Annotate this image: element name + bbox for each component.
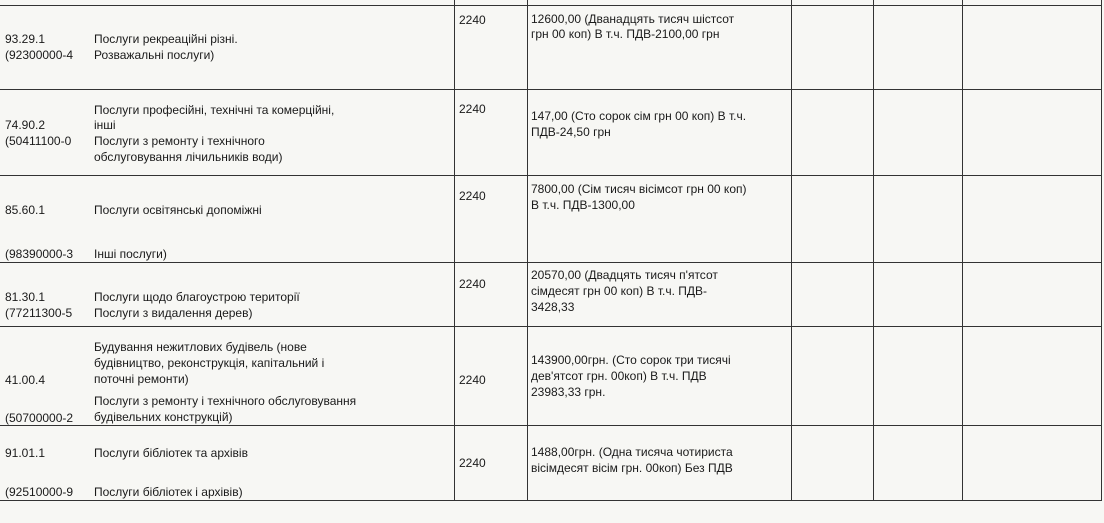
row-4-code: 81.30.1 [5,290,46,304]
row-divider [0,500,1102,501]
row-1-desc: Послуги рекреаційні різні. [94,32,238,46]
row-5-sum: 23983,33 грн. [531,385,606,399]
row-divider [0,425,1102,426]
row-4-cpv: (77211300-5 [5,306,73,320]
row-1-sum: грн 00 коп) В т.ч. ПДВ-2100,00 грн [531,27,720,41]
row-6-desc: Послуги бібліотек та архівів [94,446,248,460]
row-1-desc: Розважальні послуги) [94,48,215,62]
row-5-desc: Будування нежитлових будівель (нове [94,340,307,354]
row-2-desc: обслуговування лічильників води) [94,150,283,164]
row-2-desc: інші [94,118,116,132]
row-divider [0,262,1102,263]
row-5-desc: будівництво, реконструкція, капітальний і [94,356,325,370]
row-divider [0,5,1102,6]
row-6-code: 91.01.1 [5,446,46,460]
row-2-sum: ПДВ-24,50 грн [531,125,611,139]
row-1-sum: 12600,00 (Дванадцять тисяч шістсот [531,12,735,26]
row-6-sum: вісімдесят вісім грн. 00коп) Без ПДВ [531,461,733,475]
row-divider [0,326,1102,327]
row-3-code: 85.60.1 [5,203,46,217]
row-3-desc: Інші послуги) [94,247,167,261]
row-divider [0,89,1102,90]
row-5-kekv: 2240 [459,373,486,387]
row-1-kekv: 2240 [459,13,486,27]
row-4-sum: сімдесят грн 00 коп) В т.ч. ПДВ- [531,284,708,298]
row-5-sum: 143900,00грн. (Сто сорок три тисячі [531,353,731,367]
row-4-sum: 20570,00 (Двадцять тисяч п'ятсот [531,268,718,282]
row-5-desc: будівельних конструкцій) [94,410,233,424]
row-1-code: 93.29.1 [5,32,46,46]
row-3-cpv: (98390000-3 [5,247,74,261]
row-2-sum: 147,00 (Сто сорок сім грн 00 коп) В т.ч. [531,109,747,123]
row-5-desc: поточні ремонти) [94,372,189,386]
row-4-desc: Послуги з видалення дерев) [94,306,253,320]
row-2-cpv: (50411100-0 [5,134,72,148]
row-6-cpv: (92510000-9 [5,485,74,499]
row-5-cpv: (50700000-2 [5,411,74,425]
row-3-desc: Послуги освітянські допоміжні [94,203,262,217]
row-2-desc: Послуги професійні, технічні та комерційні, [94,103,335,117]
row-5-sum: дев'ятсот грн. 00коп) В т.ч. ПДВ [531,369,707,383]
row-2-desc: Послуги з ремонту і технічного [94,134,265,148]
row-4-sum: 3428,33 [531,300,575,314]
row-1-cpv: (92300000-4 [5,48,74,62]
row-4-kekv: 2240 [459,277,486,291]
row-3-sum: В т.ч. ПДВ-1300,00 [531,198,635,212]
row-5-desc: Послуги з ремонту і технічного обслуговування [94,394,357,408]
row-2-kekv: 2240 [459,102,486,116]
row-3-sum: 7800,00 (Сім тисяч вісімсот грн 00 коп) [531,182,747,196]
row-divider [0,175,1102,176]
row-2-code: 74.90.2 [5,118,46,132]
row-4-desc: Послуги щодо благоустрою території [94,290,300,304]
row-5-code: 41.00.4 [5,373,46,387]
row-3-kekv: 2240 [459,189,486,203]
row-6-sum: 1488,00грн. (Одна тисяча чотириста [531,445,733,459]
row-6-desc: Послуги бібліотек і архівів) [94,485,243,499]
row-6-kekv: 2240 [459,456,486,470]
